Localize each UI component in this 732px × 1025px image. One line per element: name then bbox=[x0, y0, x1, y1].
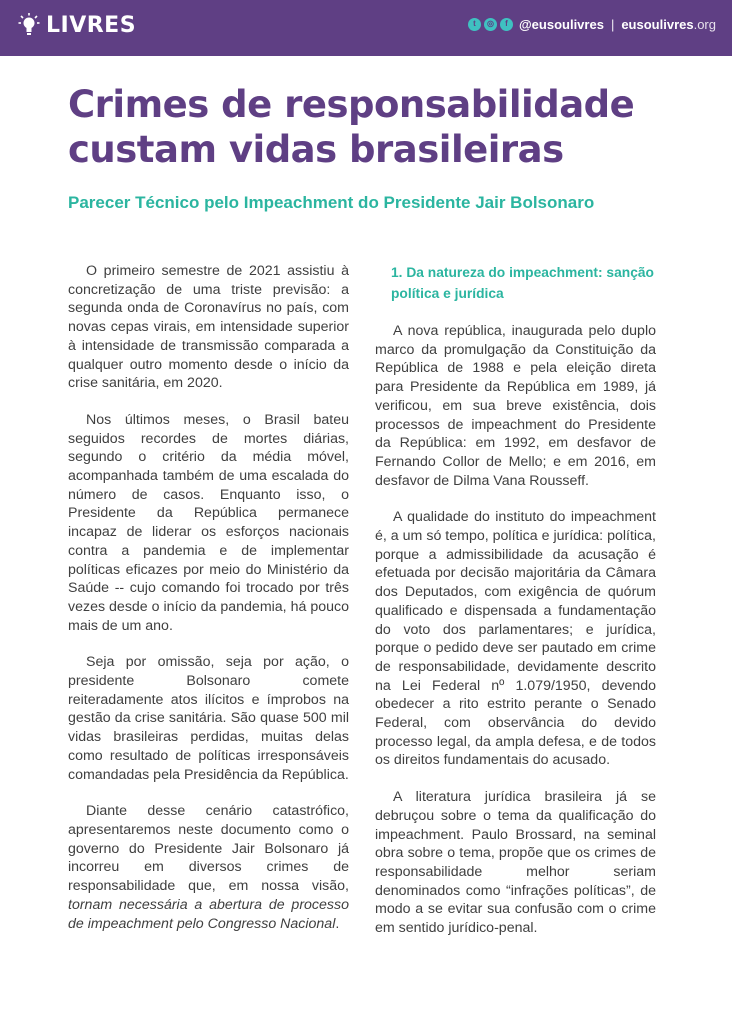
paragraph: Seja por omissão, seja por ação, o presidente Bolsonaro comete reiteradamente atos ilícitos e ímprobos na gestão da crise sanitária. São quase 500 mil vidas brasileiras perdidas, muitas delas como resultado de políticas irresponsáveis comandadas pela Presidência da República. bbox=[68, 654, 349, 783]
paragraph: O primeiro semestre de 2021 assistiu à concretização de uma triste previsão: a segunda onda de Coronavírus no país, com novas cepas virais, em intensidade superior à intensidade de transmissão comparada a qualquer outro momento desde o início da crise sanitária, em 2020. bbox=[68, 263, 349, 392]
instagram-icon[interactable]: ◎ bbox=[484, 18, 497, 31]
social-handle[interactable]: @eusoulivres bbox=[519, 16, 604, 32]
lightbulb-icon bbox=[18, 12, 40, 38]
facebook-icon[interactable]: f bbox=[500, 18, 513, 31]
social-links bbox=[468, 14, 716, 34]
paragraph: A qualidade do instituto do impeachment é, a um só tempo, política e jurídica: política, porque a admissibilidade da acusação é efetuada por decisão majoritária da Câmara dos Deputados, com exigência de quórum qualificado e dispensada a fundamentação do voto dos parlamentares; e jurídica, porque o pedido deve ser pautado em crime de responsabilidade, devidamente descrito na Lei Federal nº 1.079/1950, devendo obedecer a rito estrito perante o Senado Federal, com observância do devido processo legal, da ampla defesa, e de todos os direitos fundamentais do acusado. bbox=[375, 509, 656, 769]
section-heading: 1. Da natureza do impeachment: sanção política e jurídica bbox=[391, 265, 654, 301]
page-subtitle: Parecer Técnico pelo Impeachment do Presidente Jair Bolsonaro bbox=[68, 193, 595, 212]
page-title: Crimes de responsabilidade custam vidas brasileiras bbox=[68, 83, 635, 171]
website-link[interactable] bbox=[621, 17, 716, 32]
separator: | bbox=[610, 16, 615, 32]
emphasis-text: tornam necessária a abertura de processo de impeachment pelo Congresso Nacional bbox=[68, 896, 349, 932]
left-column bbox=[68, 262, 349, 951]
header-bar bbox=[0, 0, 732, 56]
right-column bbox=[375, 262, 656, 956]
paragraph: A literatura jurídica brasileira já se debruçou sobre o tema da qualificação do impeachment. Paulo Brossard, na seminal obra sobre o tema, propõe que os crimes de responsabilidade melhor seriam denominados como “infrações políticas”, de modo a se evitar sua confusão com o crime em sentido jurídico-penal. bbox=[375, 789, 656, 937]
paragraph bbox=[68, 802, 349, 933]
site-tld: .org bbox=[693, 16, 716, 32]
brand-name: LIVRES bbox=[46, 12, 137, 38]
site-name: eusoulivres bbox=[621, 16, 694, 32]
twitter-icon[interactable]: t bbox=[468, 18, 481, 31]
paragraph: Nos últimos meses, o Brasil bateu seguidos recordes de mortes diárias, segundo o critério da média móvel, acompanhada também de uma escalada do número de casos. Enquanto isso, o Presidente da República permanece incapaz de liderar os esforços nacionais contra a pandemia e de implementar políticas eficazes por meio do Ministério da Saúde -- cujo comando foi trocado por três vezes desde o início da pandemia, há pouco mais de um ano. bbox=[68, 411, 349, 634]
paragraph-text: Diante desse cenário catastrófico, apresentaremos neste documento como o governo do Presidente Jair Bolsonaro já incorreu em diversos crimes de responsabilidade que, em nossa visão, bbox=[68, 803, 349, 895]
livres-logo[interactable] bbox=[18, 10, 136, 40]
paragraph: A nova república, inaugurada pelo duplo marco da promulgação da Constituição da República de 1988 e pela eleição direta para Presidente da República em 1989, já verificou, em sua breve existência, dois processos de impeachment do Presidente da República: em 1992, em desfavor de Fernando Collor de Mello; e em 2016, em desfavor de Dilma Vana Rousseff. bbox=[375, 323, 656, 489]
paragraph-end: . bbox=[335, 915, 340, 932]
